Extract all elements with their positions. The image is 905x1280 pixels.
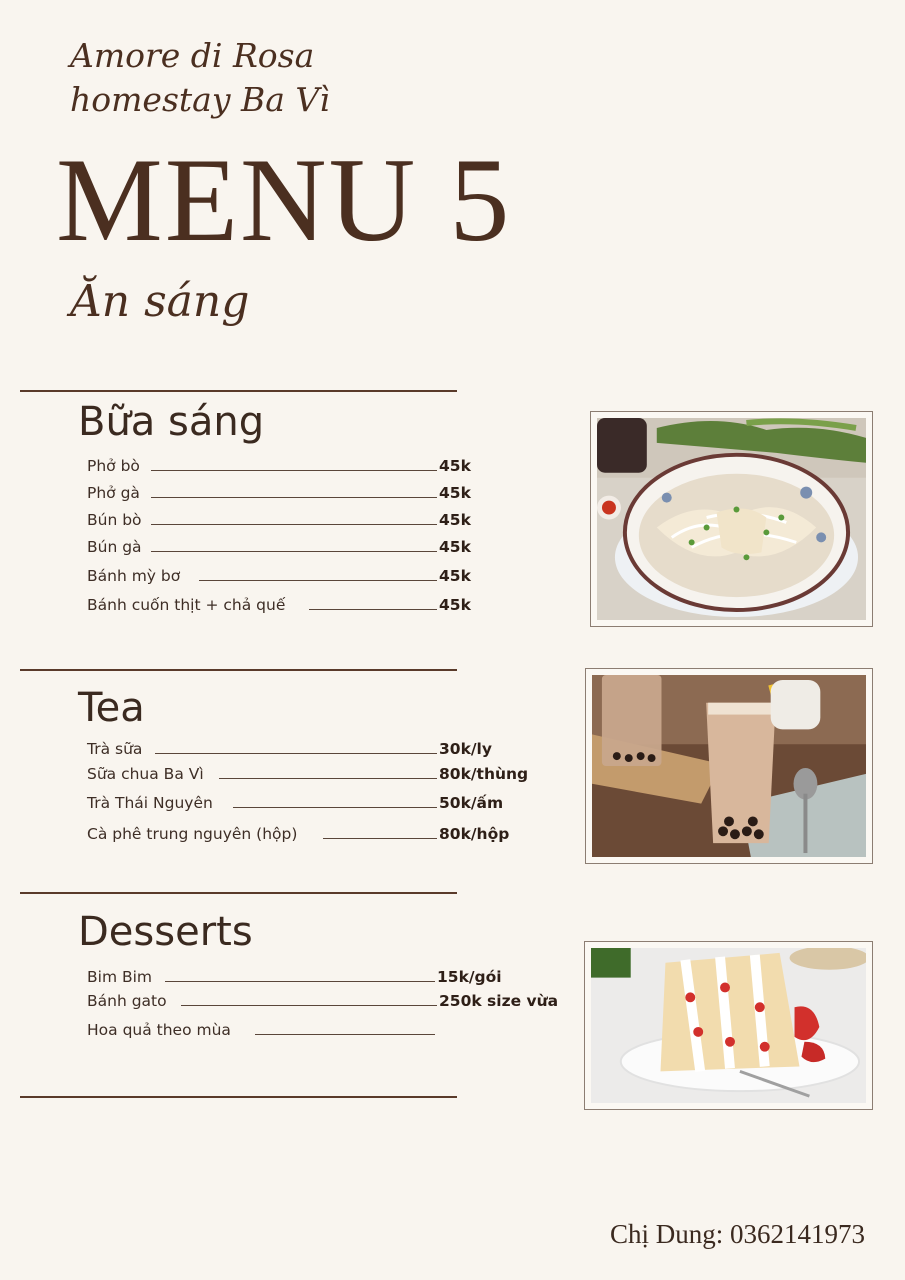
menu-item <box>87 823 567 845</box>
leader-line <box>151 551 437 552</box>
item-name: Hoa quả theo mùa <box>87 1021 231 1039</box>
section-divider <box>20 1096 457 1098</box>
item-price: 45k <box>439 511 471 529</box>
menu-item <box>87 536 567 558</box>
leader-line <box>165 981 435 982</box>
item-price: 50k/ấm <box>439 794 504 812</box>
menu-title: MENU 5 <box>56 133 512 266</box>
item-name: Trà Thái Nguyên <box>87 794 213 812</box>
menu-item <box>87 455 567 477</box>
noodle-soup-bowl-icon <box>597 418 866 620</box>
leader-line <box>199 580 437 581</box>
menu-item <box>87 763 567 785</box>
item-name: Bim Bim <box>87 968 153 986</box>
section-title-tea: Tea <box>78 685 145 731</box>
menu-item <box>87 990 567 1012</box>
menu-item <box>87 792 567 814</box>
item-price: 80k/thùng <box>439 765 529 783</box>
item-name: Bún bò <box>87 511 142 529</box>
leader-line <box>233 807 437 808</box>
homestay-brand <box>70 34 330 122</box>
leader-line <box>151 524 437 525</box>
leader-line <box>151 497 437 498</box>
item-name: Bánh cuốn thịt + chả quế <box>87 596 286 614</box>
item-price: 80k/hộp <box>439 825 510 843</box>
item-name: Cà phê trung nguyên (hộp) <box>87 825 298 843</box>
item-name: Sữa chua Ba Vì <box>87 765 204 783</box>
item-name: Phở gà <box>87 484 140 502</box>
section-divider <box>20 669 457 671</box>
leader-line <box>255 1034 435 1035</box>
item-price: 45k <box>439 567 471 585</box>
menu-item <box>87 594 567 616</box>
item-name: Bánh mỳ bơ <box>87 567 181 585</box>
menu-item <box>87 565 567 587</box>
menu-item <box>87 966 567 988</box>
brand-line-1: Amore di Rosa <box>70 36 315 75</box>
dessert-photo <box>584 941 873 1110</box>
brand-line-2: homestay Ba Vì <box>70 80 330 119</box>
item-price: 45k <box>439 484 471 502</box>
item-price: 15k/gói <box>437 968 502 986</box>
menu-subtitle: Ăn sáng <box>70 276 250 327</box>
leader-line <box>181 1005 437 1006</box>
item-name: Phở bò <box>87 457 140 475</box>
strawberry-cake-slice-icon <box>591 948 866 1103</box>
breakfast-photo <box>590 411 873 627</box>
menu-item <box>87 1019 567 1041</box>
item-price: 45k <box>439 457 471 475</box>
leader-line <box>219 778 437 779</box>
menu-item <box>87 738 567 760</box>
item-price: 30k/ly <box>439 740 492 758</box>
bubble-milk-tea-icon <box>592 675 866 857</box>
section-title-desserts: Desserts <box>78 909 253 955</box>
section-divider <box>20 892 457 894</box>
item-price: 250k size vừa <box>439 992 559 1010</box>
leader-line <box>323 838 437 839</box>
item-name: Bún gà <box>87 538 142 556</box>
section-divider <box>20 390 457 392</box>
leader-line <box>151 470 437 471</box>
leader-line <box>155 753 437 754</box>
item-name: Trà sữa <box>87 740 143 758</box>
menu-item <box>87 509 567 531</box>
leader-line <box>309 609 437 610</box>
contact-info: Chị Dung: 0362141973 <box>609 1219 865 1249</box>
section-title-breakfast: Bữa sáng <box>78 399 265 445</box>
item-name: Bánh gato <box>87 992 167 1010</box>
menu-item <box>87 482 567 504</box>
item-price: 45k <box>439 538 471 556</box>
item-price: 45k <box>439 596 471 614</box>
tea-photo <box>585 668 873 864</box>
